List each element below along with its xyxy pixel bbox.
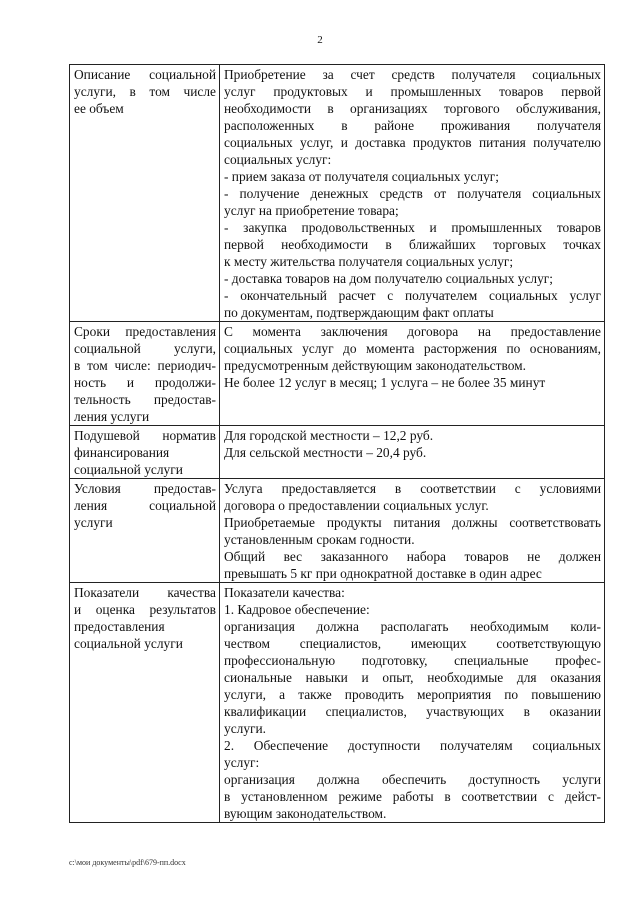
content-line: Для городской местности – 12,2 руб. — [224, 428, 434, 443]
row-content-cell — [220, 479, 605, 583]
content-line: социальных услуг, и доставка продуктов питания получателю — [224, 135, 601, 150]
content-line: организация должна располагать необходимым коли- — [224, 619, 601, 634]
label-line: социальной услуги — [74, 636, 183, 651]
label-line: ления социальной — [74, 498, 216, 513]
row-label-cell — [70, 583, 220, 823]
content-line: сиональные навыки и опыт, необходимые для оказания — [224, 670, 601, 685]
content-line: 2. Обеспечение доступности получателям социальных — [224, 738, 601, 753]
table-row — [70, 65, 605, 322]
label-line: тельность предостав- — [74, 392, 216, 407]
content-line: превышать 5 кг при однократной доставке в один адрес — [224, 566, 542, 581]
label-line: предоставления — [74, 619, 165, 634]
table-row — [70, 426, 605, 479]
content-line: услуг: — [224, 755, 260, 770]
label-line: в том числе: периодич- — [74, 358, 216, 373]
content-line: услуг продуктовых и промышленных товаров первой — [224, 84, 601, 99]
row-content-cell — [220, 65, 605, 322]
label-line: финансирования — [74, 445, 170, 460]
label-line: Сроки предоставления — [74, 324, 216, 339]
content-line: услуг на приобретение товара; — [224, 203, 399, 218]
content-line: расположенных в районе проживания получателя — [224, 118, 601, 133]
content-line: чеством специалистов, имеющих соответствующую — [224, 636, 601, 651]
content-line: - прием заказа от получателя социальных услуг; — [224, 169, 500, 184]
content-line: необходимости в организациях торгового обслуживания, — [224, 101, 601, 116]
content-line: квалификации специалистов, участвующих в оказании — [224, 704, 601, 719]
content-line: Приобретаемые продукты питания должны соответствовать — [224, 515, 601, 530]
label-line: услуги — [74, 515, 113, 530]
content-line: 1. Кадровое обеспечение: — [224, 602, 370, 617]
table-row — [70, 583, 605, 823]
label-line: и оценка результатов — [74, 602, 216, 617]
content-line: в установленном режиме работы в соответствии с дейст- — [224, 789, 601, 804]
label-line: ее объем — [74, 101, 124, 116]
label-line: Подушевой норматив — [74, 428, 216, 443]
content-line: к месту жительства получателя социальных услуг; — [224, 254, 514, 269]
content-line: услуги, а также проводить мероприятия по повышению — [224, 687, 601, 702]
table-row — [70, 322, 605, 426]
content-line: социальных услуг: — [224, 152, 332, 167]
label-line: Показатели качества — [74, 585, 216, 600]
row-content-cell — [220, 322, 605, 426]
footer-file-path: c:\мои документы\pdf\679-пп.docx — [69, 858, 186, 867]
content-line: Показатели качества: — [224, 585, 345, 600]
row-label-cell — [70, 322, 220, 426]
table-row — [70, 479, 605, 583]
row-label-cell — [70, 65, 220, 322]
content-line: первой необходимости в ближайших торговых точках — [224, 237, 601, 252]
content-line: - окончательный расчет с получателем социальных услуг — [224, 288, 601, 303]
label-line: социальной услуги, — [74, 341, 216, 356]
label-line: ность и продолжи- — [74, 375, 216, 390]
content-line: договора о предоставлении социальных услуг. — [224, 498, 489, 513]
content-line: Не более 12 услуг в месяц; 1 услуга – не более 35 минут — [224, 375, 546, 390]
content-line: С момента заключения договора на предоставление — [224, 324, 601, 339]
label-line: услуги, в том числе — [74, 84, 216, 99]
content-line: вующим законодательством. — [224, 806, 387, 821]
content-line: - получение денежных средств от получателя социальных — [224, 186, 601, 201]
content-line: социальных услуг до момента расторжения по основаниям, — [224, 341, 601, 356]
label-line: ления услуги — [74, 409, 150, 424]
content-line: - закупка продовольственных и промышленных товаров — [224, 220, 601, 235]
content-line: услуги. — [224, 721, 267, 736]
row-label-cell — [70, 426, 220, 479]
content-line: профессиональную подготовку, специальные профес- — [224, 653, 601, 668]
content-line: по документам, подтверждающим факт оплаты — [224, 305, 494, 320]
content-line: Для сельской местности – 20,4 руб. — [224, 445, 427, 460]
row-label-cell — [70, 479, 220, 583]
label-line: Описание социальной — [74, 67, 216, 82]
content-line: Общий вес заказанного набора товаров не должен — [224, 549, 601, 564]
row-content-cell — [220, 583, 605, 823]
content-line: Услуга предоставляется в соответствии с условиями — [224, 481, 601, 496]
content-line: установленным срокам годности. — [224, 532, 415, 547]
page-number: 2 — [317, 34, 323, 46]
content-line: предусмотренным действующим законодательством. — [224, 358, 526, 373]
label-line: Условия предостав- — [74, 481, 216, 496]
label-line: социальной услуги — [74, 462, 183, 477]
content-line: Приобретение за счет средств получателя социальных — [224, 67, 601, 82]
content-line: - доставка товаров на дом получателю социальных услуг; — [224, 271, 553, 286]
service-description-table — [69, 64, 605, 823]
content-line: организация должна обеспечить доступность услуги — [224, 772, 601, 787]
row-content-cell — [220, 426, 605, 479]
